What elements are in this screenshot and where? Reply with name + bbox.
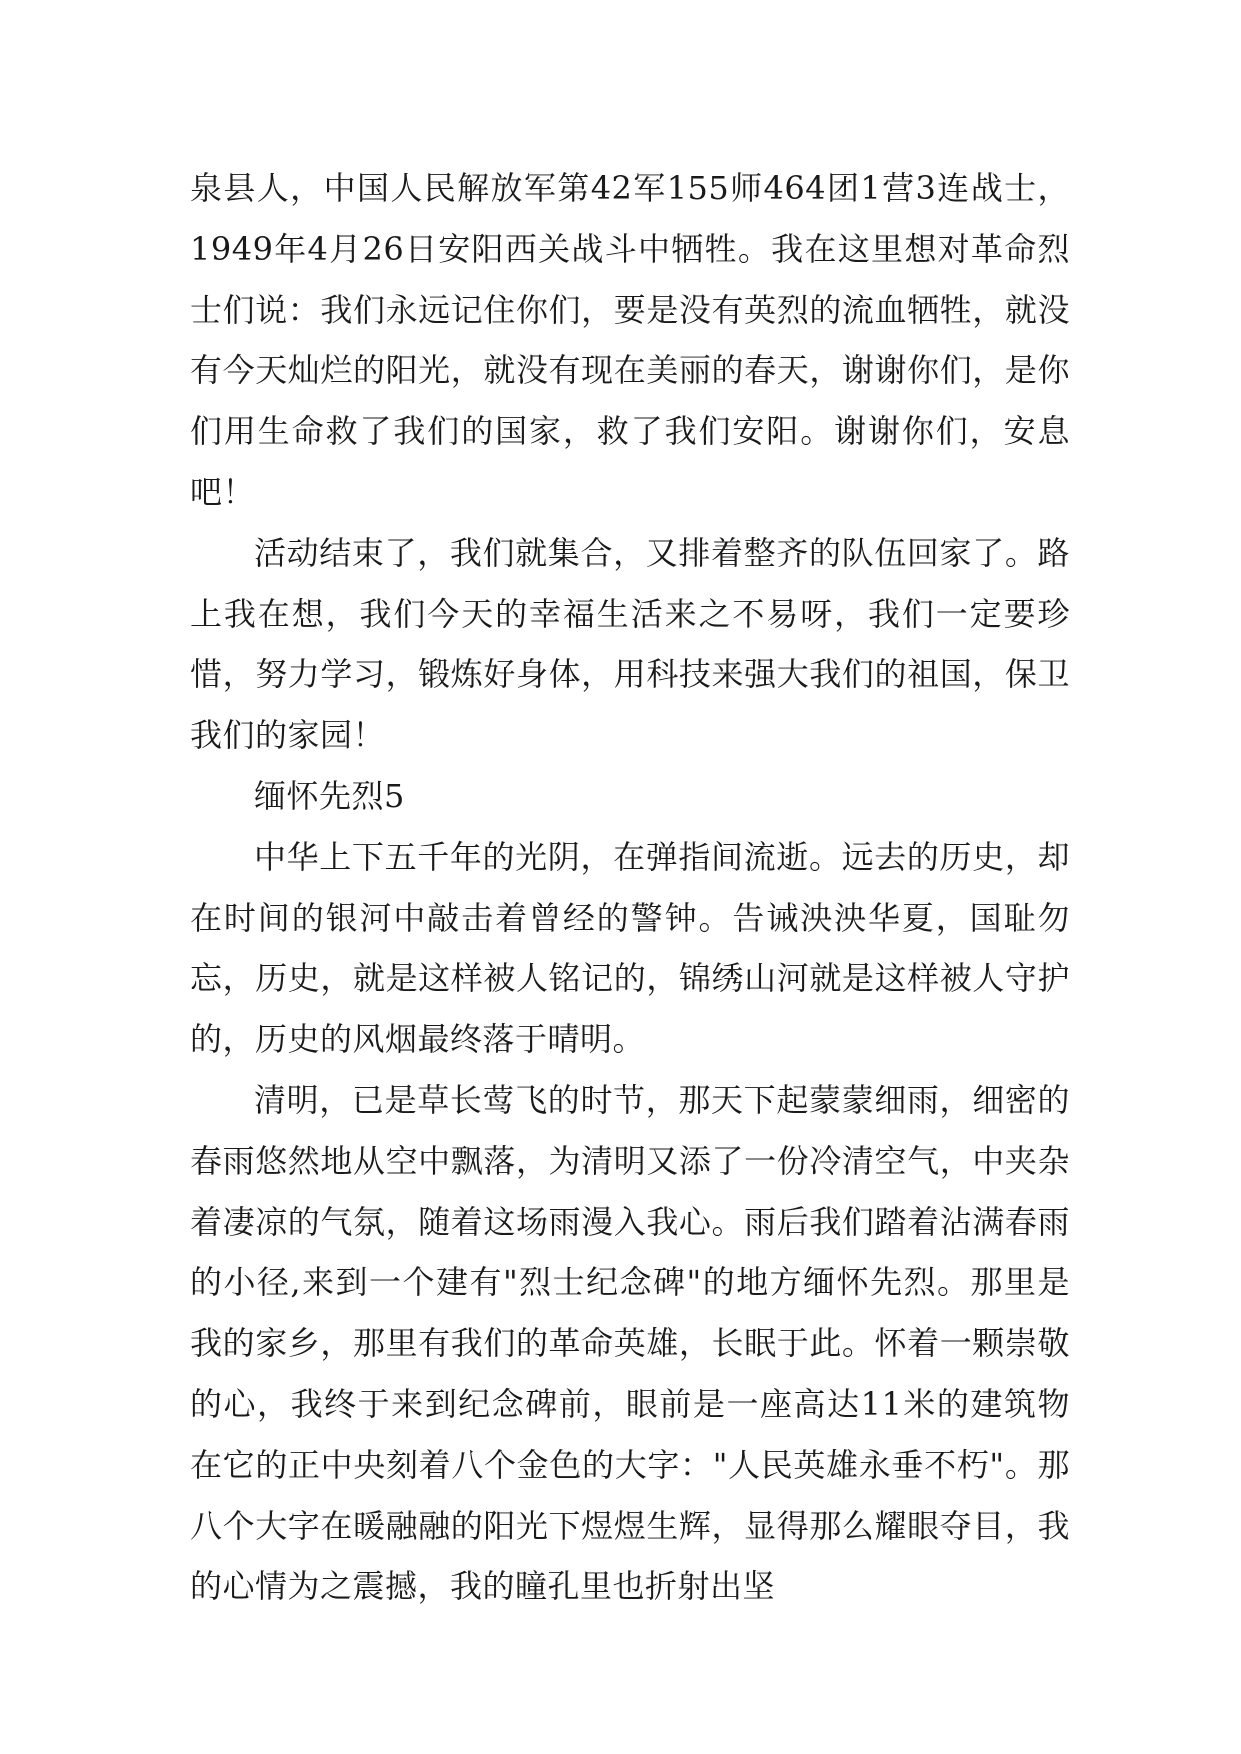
paragraph-3: 中华上下五千年的光阴，在弹指间流逝。远去的历史，却在时间的银河中敲击着曾经的警钟。告诫泱泱华夏，国耻勿忘，历史，就是这样被人铭记的，锦绣山河就是这样被人守护的，历史的风烟最终落于晴明。: [190, 837, 1070, 1059]
document-body: [190, 158, 1070, 1617]
paragraph-4: 清明，已是草长莺飞的时节，那天下起蒙蒙细雨，细密的春雨悠然地从空中飘落，为清明又添了一份冷清空气，中夹杂着凄凉的气氛，随着这场雨漫入我心。雨后我们踏着沾满春雨的小径,来到一个建有"烈士纪念碑"的地方缅怀先烈。那里是我的家乡，那里有我们的革命英雄，长眠于此。怀着一颗崇敬的心，我终于来到纪念碑前，眼前是一座高达11米的建筑物在它的正中央刻着八个金色的大字："人民英雄永垂不朽"。那八个大字在暖融融的阳光下煜煜生辉，显得那么耀眼夺目，我的心情为之震撼，我的瞳孔里也折射出坚: [190, 1080, 1070, 1606]
section-heading: 缅怀先烈5: [254, 776, 405, 815]
paragraph-1: 泉县人，中国人民解放军第42军155师464团1营3连战士，1949年4月26日安阳西关战斗中牺牲。我在这里想对革命烈士们说：我们永远记住你们，要是没有英烈的流血牺牲，就没有今天灿烂的阳光，就没有现在美丽的春天，谢谢你们，是你们用生命救了我们的国家，救了我们安阳。谢谢你们，安息吧！: [190, 169, 1070, 511]
paragraph-2: 活动结束了，我们就集合，又排着整齐的队伍回家了。路上我在想，我们今天的幸福生活来之不易呀，我们一定要珍惜，努力学习，锻炼好身体，用科技来强大我们的祖国，保卫我们的家园！: [190, 533, 1070, 755]
